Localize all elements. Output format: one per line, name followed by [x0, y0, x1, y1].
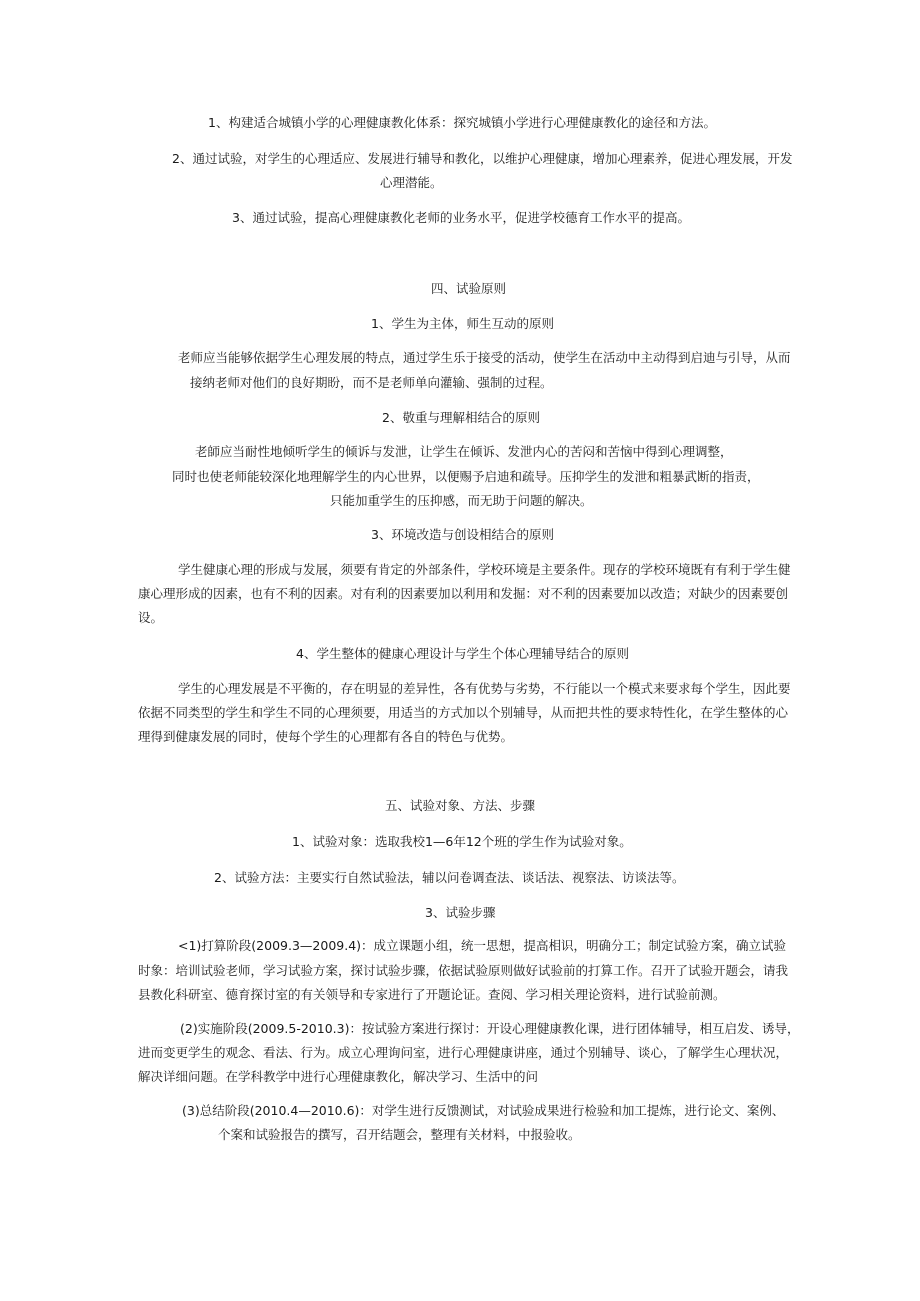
- principle-3-text-3: 设。: [138, 610, 164, 625]
- goal-2: 2、通过试验，对学生的心理适应、发展进行辅导和教化，以维护心理健康，增加心理素养，促进心理发展，开发: [172, 151, 793, 166]
- principle-1-text-2: 接纳老师对他们的良好期盼，而不是老师单向灌输、强制的过程。: [190, 375, 553, 390]
- goal-2-cont: 心理潜能。: [380, 175, 443, 190]
- step-2-text-3: 解决详细问题。在学科教学中进行心理健康教化，解决学习、生活中的问: [138, 1069, 539, 1084]
- step-2-text-2: 进而变更学生的观念、看法、行为。成立心理询问室，进行心理健康讲座，通过个别辅导、谈心，了解学生心理状况，: [138, 1045, 789, 1060]
- principle-4-text-2: 依据不同类型的学生和学生不同的心理须要，用适当的方式加以个别辅导，从而把共性的要求特性化，在学生整体的心: [138, 705, 789, 720]
- principle-4-title: 4、学生整体的健康心理设计与学生个体心理辅导结合的原则: [296, 646, 629, 661]
- step-1-text-2: 时象：培训试验老师，学习试验方案，探讨试验步骤，依据试验原则做好试验前的打算工作。召开了试验开题会，请我: [138, 963, 789, 978]
- section-4-title: 四、试验原则: [431, 281, 507, 296]
- principle-2-text-1: 老師应当耐性地倾听学生的倾诉与发泄，让学生在倾诉、发泄内心的苦闷和苦恼中得到心理调整，: [195, 444, 733, 459]
- principle-2-text-3: 只能加重学生的压抑感，而无助于问题的解决。: [330, 493, 593, 508]
- principle-2-title: 2、敬重与理解相结合的原则: [382, 410, 540, 425]
- principle-4-text-1: 学生的心理发展是不平衡的，存在明显的差异性，各有优势与劣势，不行能以一个模式来要求每个学生，因此要: [178, 681, 791, 696]
- principle-3-title: 3、环境改造与创设相结合的原则: [371, 527, 554, 542]
- experiment-steps-title: 3、试验步骤: [425, 905, 496, 920]
- principle-1-text-1: 老师应当能够依据学生心理发展的特点，通过学生乐于接受的活动，使学生在活动中主动得到启迪与引导，从而: [178, 350, 791, 365]
- step-1-text-1: <1)打算阶段(2009.3—2009.4)：成立课题小组，统一思想，提高相识，明确分工；制定试验方案，确立试验: [178, 938, 787, 953]
- step-2-text-1: (2)实施阶段(2009.5-2010.3)：按试验方案进行探讨：开设心理健康教化课，进行团体辅导，相互启发、诱导，: [180, 1021, 800, 1036]
- step-3-text-2: 个案和试验报告的撰写，召开结题会，整理有关材料，中报验收。: [218, 1127, 581, 1142]
- experiment-method: 2、试验方法：主要实行自然试验法，辅以问卷调查法、谈话法、视察法、访谈法等。: [214, 870, 685, 885]
- principle-1-title: 1、学生为主体，师生互动的原则: [371, 316, 554, 331]
- goal-3: 3、通过试验，提高心理健康教化老师的业务水平，促进学校德育工作水平的提高。: [232, 210, 690, 225]
- goal-1: 1、构建适合城镇小学的心理健康教化体系：探究城镇小学进行心理健康教化的途径和方法。: [208, 115, 716, 130]
- step-1-text-3: 县教化科研室、德育探讨室的有关领导和专家进行了开题论证。查阅、学习相关理论资料，进行试验前测。: [138, 987, 726, 1002]
- principle-3-text-1: 学生健康心理的形成与发展，须要有肯定的外部条件，学校环境是主要条件。现存的学校环境既有有利于学生健: [178, 562, 791, 577]
- principle-2-text-2: 同时也使老师能较深化地理解学生的内心世界，以便赐予启迪和疏导。压抑学生的发泄和粗暴武断的指责，: [172, 469, 760, 484]
- step-3-text-1: (3)总结阶段(2010.4—2010.6)：对学生进行反馈测试，对试验成果进行检验和加工提炼，进行论文、案例、: [182, 1103, 785, 1118]
- principle-3-text-2: 康心理形成的因素，也有不利的因素。对有利的因素要加以利用和发掘：对不利的因素要加以改造；对缺少的因素要创: [138, 586, 789, 601]
- experiment-subject: 1、试验对象：选取我校1—6年12个班的学生作为试验对象。: [292, 834, 632, 849]
- principle-4-text-3: 理得到健康发展的同时，使每个学生的心理都有各自的特色与优势。: [138, 729, 514, 744]
- section-5-title: 五、试验对象、方法、步骤: [385, 798, 536, 813]
